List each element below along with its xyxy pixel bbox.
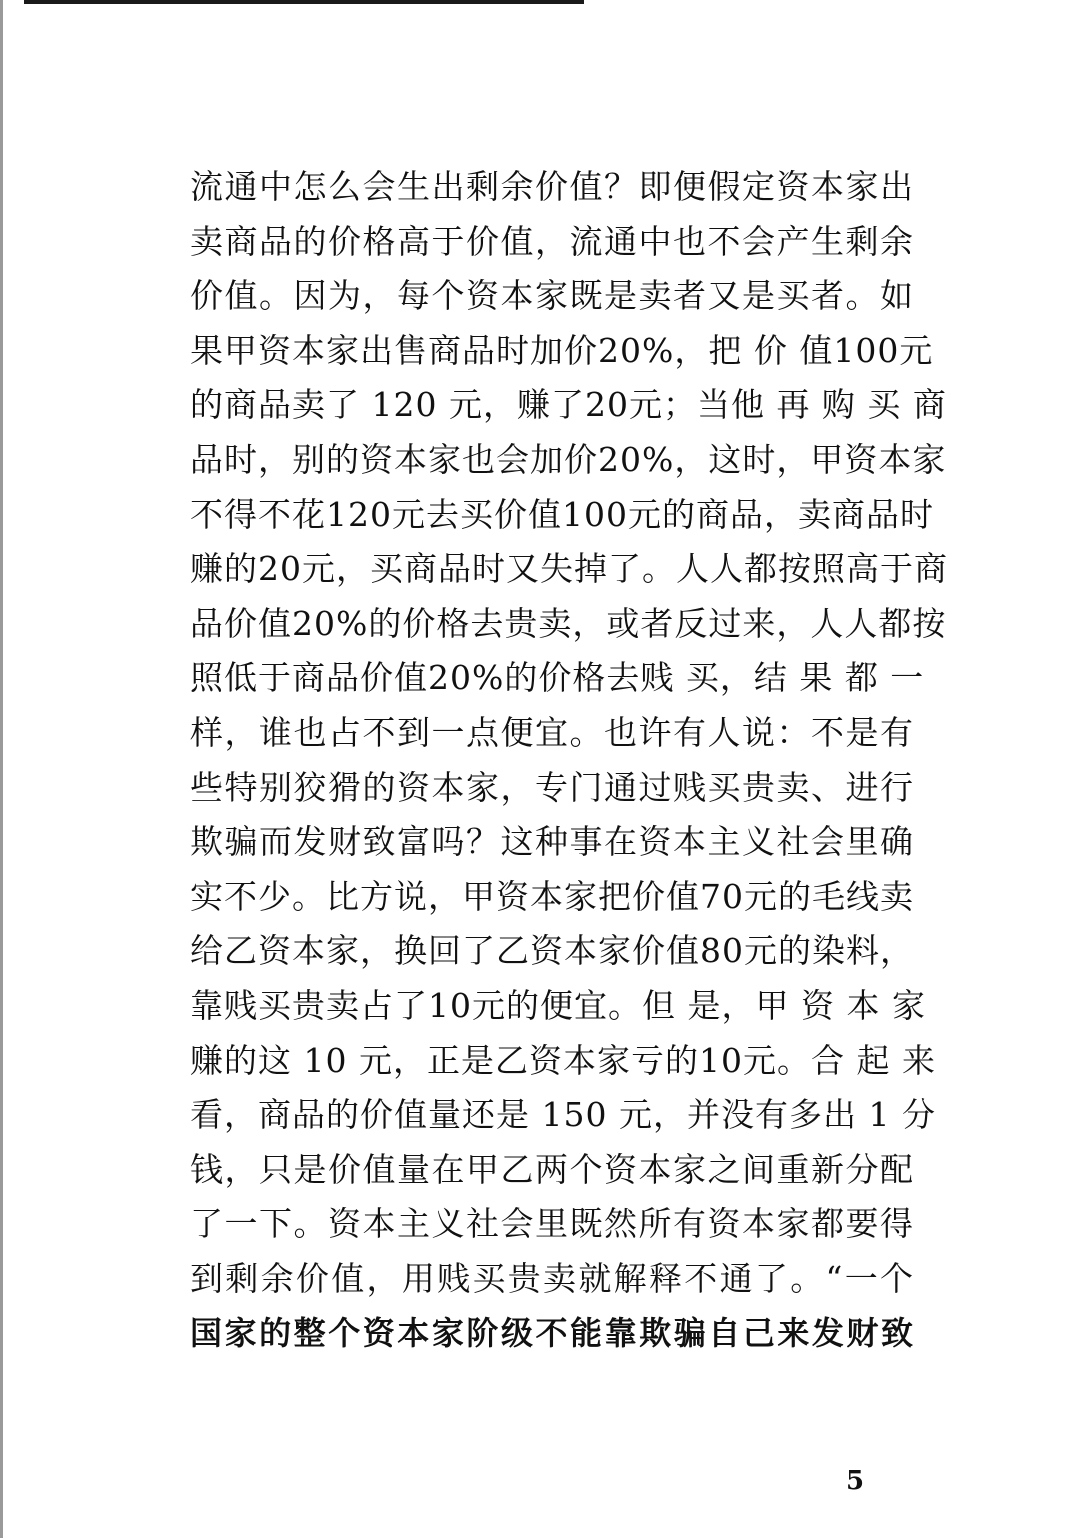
text-line-quote: 国家的整个资本家阶级不能靠欺骗自己来发财致 — [190, 1314, 914, 1353]
text-line: 流通中怎么会生出剩余价值？即便假定资本家出 — [190, 167, 914, 206]
text-line: 价值。因为，每个资本家既是卖者又是买者。如 — [190, 276, 914, 316]
text-line: 钱，只是价值量在甲乙两个资本家之间重新分配 — [190, 1149, 914, 1189]
text-line: 品时，别的资本家也会加价20%，这时，甲资本家 — [190, 439, 947, 479]
text-line: 欺骗而发财致富吗？这种事在资本主义社会里确 — [190, 822, 914, 862]
text-line: 看，商品的价值量还是 150 元，并没有多出 1 分 — [190, 1095, 936, 1135]
text-line: 了一下。资本主义社会里既然所有资本家都要得 — [190, 1204, 914, 1244]
scan-top-border — [24, 0, 584, 4]
page-number: 5 — [846, 1466, 865, 1496]
text-line: 品价值20%的价格去贵卖，或者反过来，人人都按 — [190, 603, 947, 643]
page-body-text — [190, 160, 948, 1361]
text-line: 到剩余价值，用贱买贵卖就解释不通了。“一个 — [190, 1258, 914, 1298]
text-line: 不得不花120元去买价值100元的商品，卖商品时 — [190, 494, 934, 534]
text-line: 赚的20元，买商品时又失掉了。人人都按照高于商 — [190, 549, 948, 589]
text-line: 给乙资本家，换回了乙资本家价值80元的染料， — [190, 931, 914, 971]
text-line: 些特别狡猾的资本家，专门通过贱买贵卖、进行 — [190, 767, 914, 807]
text-line: 果甲资本家出售商品时加价20%，把 价 值100元 — [190, 330, 934, 370]
text-line: 的商品卖了 120 元，赚了20元；当他 再 购 买 商 — [190, 385, 947, 425]
text-line: 样，谁也占不到一点便宜。也许有人说：不是有 — [190, 712, 914, 752]
text-line: 靠贱买贵卖占了10元的便宜。但 是，甲 资 本 家 — [190, 985, 926, 1025]
scan-left-edge — [0, 0, 3, 1538]
text-line: 照低于商品价值20%的价格去贱 买，结 果 都 一 — [190, 658, 925, 698]
text-line: 实不少。比方说，甲资本家把价值70元的毛线卖 — [190, 876, 914, 916]
text-line: 赚的这 10 元，正是乙资本家亏的10元。合 起 来 — [190, 1040, 936, 1080]
text-line: 卖商品的价格高于价值，流通中也不会产生剩余 — [190, 221, 914, 261]
